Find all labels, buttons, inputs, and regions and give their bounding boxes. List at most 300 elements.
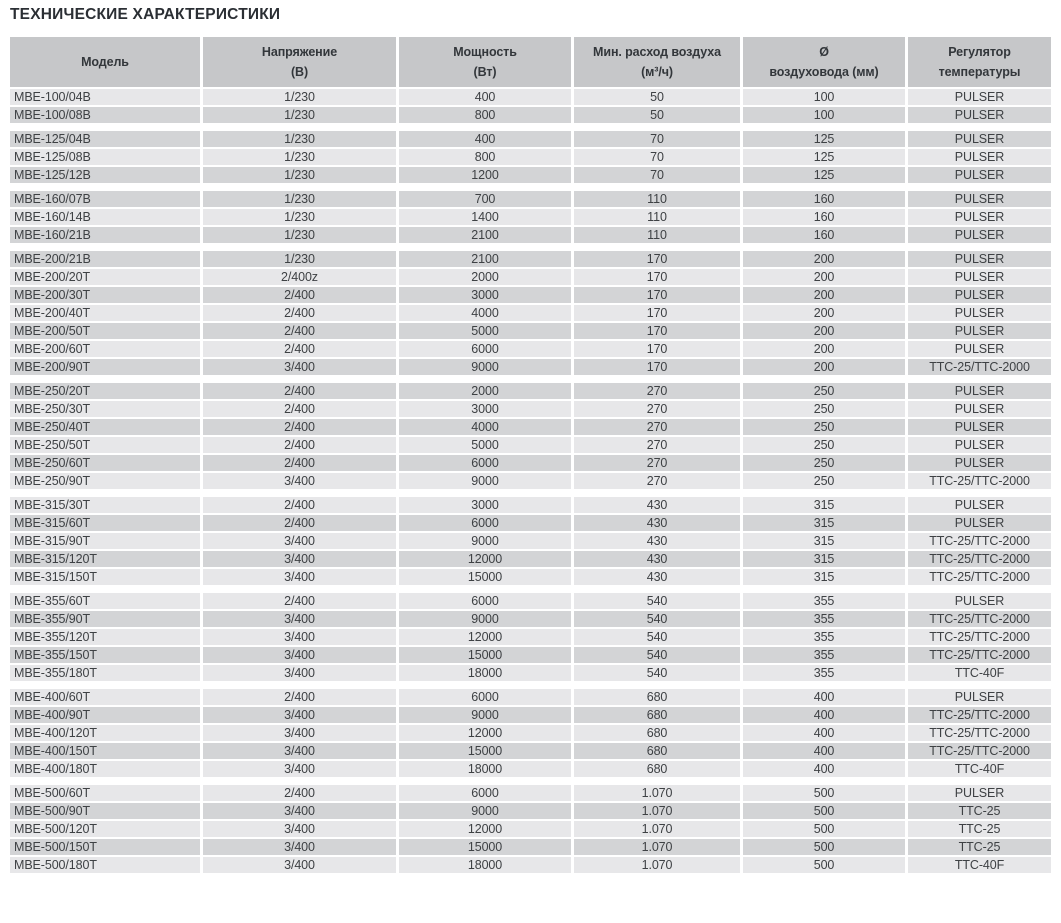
cell-voltage: 2/400	[203, 497, 396, 513]
table-row	[10, 515, 1051, 531]
cell-duct: 400	[743, 689, 905, 705]
group-separator	[10, 779, 1051, 783]
cell-regulator: PULSER	[908, 383, 1051, 399]
cell-voltage: 2/400	[203, 785, 396, 801]
column-header	[743, 37, 905, 87]
table-row	[10, 497, 1051, 513]
cell-model: MBE-200/60T	[10, 341, 200, 357]
cell-regulator: PULSER	[908, 305, 1051, 321]
cell-power: 9000	[399, 533, 571, 549]
table-row	[10, 707, 1051, 723]
table-body	[10, 89, 1051, 873]
cell-regulator: PULSER	[908, 227, 1051, 243]
cell-model: MBE-355/60T	[10, 593, 200, 609]
cell-duct: 400	[743, 761, 905, 777]
cell-power: 400	[399, 131, 571, 147]
cell-duct: 400	[743, 725, 905, 741]
cell-airflow: 170	[574, 287, 740, 303]
cell-power: 5000	[399, 323, 571, 339]
cell-regulator: TTC-25/TTC-2000	[908, 533, 1051, 549]
table-row	[10, 209, 1051, 225]
cell-power: 9000	[399, 359, 571, 375]
cell-regulator: PULSER	[908, 515, 1051, 531]
column-header-line1: Напряжение	[261, 44, 338, 59]
cell-duct: 160	[743, 191, 905, 207]
cell-airflow: 1.070	[574, 839, 740, 855]
table-row	[10, 341, 1051, 357]
table-row	[10, 191, 1051, 207]
cell-duct: 125	[743, 167, 905, 183]
cell-regulator: PULSER	[908, 593, 1051, 609]
cell-model: MBE-355/180T	[10, 665, 200, 681]
cell-regulator: TTC-40F	[908, 857, 1051, 873]
cell-voltage: 2/400	[203, 341, 396, 357]
table-row	[10, 821, 1051, 837]
cell-airflow: 110	[574, 209, 740, 225]
column-header-line1: Мощность	[453, 44, 517, 59]
cell-model: MBE-315/150T	[10, 569, 200, 585]
group-separator	[10, 491, 1051, 495]
cell-voltage: 2/400	[203, 515, 396, 531]
cell-regulator: TTC-25	[908, 839, 1051, 855]
cell-model: MBE-250/30T	[10, 401, 200, 417]
cell-voltage: 1/230	[203, 227, 396, 243]
cell-voltage: 1/230	[203, 149, 396, 165]
cell-duct: 400	[743, 707, 905, 723]
table-row	[10, 569, 1051, 585]
table-row	[10, 665, 1051, 681]
table-row	[10, 551, 1051, 567]
cell-voltage: 2/400	[203, 287, 396, 303]
cell-duct: 250	[743, 419, 905, 435]
cell-duct: 200	[743, 269, 905, 285]
cell-power: 15000	[399, 647, 571, 663]
group-separator	[10, 683, 1051, 687]
cell-power: 4000	[399, 419, 571, 435]
cell-power: 6000	[399, 341, 571, 357]
cell-regulator: PULSER	[908, 89, 1051, 105]
table-row	[10, 629, 1051, 645]
cell-regulator: PULSER	[908, 191, 1051, 207]
table-row	[10, 725, 1051, 741]
cell-regulator: TTC-25/TTC-2000	[908, 611, 1051, 627]
table-row	[10, 305, 1051, 321]
cell-voltage: 3/400	[203, 839, 396, 855]
table-row	[10, 593, 1051, 609]
cell-voltage: 2/400	[203, 383, 396, 399]
cell-power: 12000	[399, 725, 571, 741]
column-header-line2: воздуховода (мм)	[769, 64, 879, 79]
table-row	[10, 149, 1051, 165]
cell-duct: 355	[743, 611, 905, 627]
cell-model: MBE-250/40T	[10, 419, 200, 435]
cell-airflow: 50	[574, 89, 740, 105]
cell-duct: 200	[743, 359, 905, 375]
cell-duct: 125	[743, 149, 905, 165]
cell-power: 15000	[399, 839, 571, 855]
cell-airflow: 430	[574, 569, 740, 585]
column-header	[203, 37, 396, 87]
group-separator	[10, 125, 1051, 129]
cell-model: MBE-160/14B	[10, 209, 200, 225]
cell-airflow: 680	[574, 743, 740, 759]
cell-power: 12000	[399, 821, 571, 837]
cell-power: 800	[399, 149, 571, 165]
cell-voltage: 1/230	[203, 107, 396, 123]
group-separator	[10, 587, 1051, 591]
cell-power: 400	[399, 89, 571, 105]
cell-duct: 315	[743, 497, 905, 513]
cell-regulator: PULSER	[908, 401, 1051, 417]
group-separator	[10, 377, 1051, 381]
cell-power: 800	[399, 107, 571, 123]
table-row	[10, 167, 1051, 183]
cell-duct: 500	[743, 803, 905, 819]
cell-duct: 315	[743, 515, 905, 531]
cell-regulator: PULSER	[908, 497, 1051, 513]
cell-airflow: 270	[574, 455, 740, 471]
cell-power: 18000	[399, 665, 571, 681]
cell-duct: 400	[743, 743, 905, 759]
cell-model: MBE-250/90T	[10, 473, 200, 489]
cell-airflow: 70	[574, 131, 740, 147]
cell-duct: 160	[743, 209, 905, 225]
cell-duct: 100	[743, 107, 905, 123]
cell-duct: 160	[743, 227, 905, 243]
cell-power: 3000	[399, 401, 571, 417]
cell-airflow: 170	[574, 305, 740, 321]
page-title: ТЕХНИЧЕСКИЕ ХАРАКТЕРИСТИКИ	[10, 6, 281, 23]
cell-airflow: 170	[574, 251, 740, 267]
table-row	[10, 689, 1051, 705]
table-row	[10, 419, 1051, 435]
cell-voltage: 2/400	[203, 437, 396, 453]
cell-regulator: TTC-25/TTC-2000	[908, 707, 1051, 723]
cell-duct: 250	[743, 473, 905, 489]
cell-voltage: 3/400	[203, 629, 396, 645]
cell-airflow: 430	[574, 515, 740, 531]
cell-airflow: 680	[574, 707, 740, 723]
cell-regulator: TTC-25/TTC-2000	[908, 629, 1051, 645]
cell-model: MBE-500/90T	[10, 803, 200, 819]
cell-power: 2100	[399, 227, 571, 243]
cell-power: 1400	[399, 209, 571, 225]
cell-model: MBE-100/04B	[10, 89, 200, 105]
cell-airflow: 680	[574, 761, 740, 777]
cell-voltage: 3/400	[203, 647, 396, 663]
cell-voltage: 3/400	[203, 857, 396, 873]
cell-power: 1200	[399, 167, 571, 183]
cell-airflow: 170	[574, 323, 740, 339]
cell-model: MBE-125/12B	[10, 167, 200, 183]
cell-voltage: 1/230	[203, 131, 396, 147]
cell-duct: 355	[743, 647, 905, 663]
cell-model: MBE-500/60T	[10, 785, 200, 801]
cell-airflow: 540	[574, 647, 740, 663]
cell-airflow: 680	[574, 725, 740, 741]
cell-regulator: TTC-25	[908, 821, 1051, 837]
cell-duct: 125	[743, 131, 905, 147]
cell-voltage: 2/400	[203, 323, 396, 339]
cell-voltage: 1/230	[203, 89, 396, 105]
cell-regulator: TTC-40F	[908, 665, 1051, 681]
cell-regulator: PULSER	[908, 107, 1051, 123]
cell-duct: 315	[743, 551, 905, 567]
cell-duct: 315	[743, 569, 905, 585]
cell-airflow: 540	[574, 665, 740, 681]
column-header	[399, 37, 571, 87]
cell-power: 2000	[399, 383, 571, 399]
group-separator	[10, 245, 1051, 249]
table-row	[10, 269, 1051, 285]
column-header-line1: Модель	[81, 54, 129, 69]
cell-regulator: TTC-25/TTC-2000	[908, 725, 1051, 741]
cell-model: MBE-125/08B	[10, 149, 200, 165]
column-header-line1: Мин. расход воздуха	[593, 44, 721, 59]
cell-duct: 355	[743, 593, 905, 609]
table-row	[10, 803, 1051, 819]
cell-power: 15000	[399, 743, 571, 759]
cell-voltage: 3/400	[203, 359, 396, 375]
table-header-row	[10, 37, 1051, 87]
cell-model: MBE-315/120T	[10, 551, 200, 567]
cell-airflow: 70	[574, 167, 740, 183]
cell-airflow: 430	[574, 533, 740, 549]
cell-model: MBE-200/90T	[10, 359, 200, 375]
table-row	[10, 287, 1051, 303]
table-row	[10, 743, 1051, 759]
cell-regulator: PULSER	[908, 131, 1051, 147]
cell-model: MBE-160/07B	[10, 191, 200, 207]
column-header	[10, 37, 200, 87]
cell-regulator: PULSER	[908, 785, 1051, 801]
cell-regulator: TTC-40F	[908, 761, 1051, 777]
cell-regulator: PULSER	[908, 341, 1051, 357]
cell-model: MBE-100/08B	[10, 107, 200, 123]
table-row	[10, 359, 1051, 375]
cell-model: MBE-125/04B	[10, 131, 200, 147]
column-header-line2: (Вт)	[473, 64, 497, 79]
cell-duct: 200	[743, 287, 905, 303]
cell-regulator: PULSER	[908, 209, 1051, 225]
cell-airflow: 110	[574, 191, 740, 207]
cell-power: 6000	[399, 455, 571, 471]
cell-voltage: 1/230	[203, 209, 396, 225]
cell-power: 6000	[399, 689, 571, 705]
cell-duct: 500	[743, 785, 905, 801]
table-row	[10, 455, 1051, 471]
cell-model: MBE-315/60T	[10, 515, 200, 531]
cell-duct: 200	[743, 323, 905, 339]
cell-power: 9000	[399, 611, 571, 627]
cell-regulator: PULSER	[908, 437, 1051, 453]
column-header	[908, 37, 1051, 87]
cell-model: MBE-400/90T	[10, 707, 200, 723]
cell-power: 6000	[399, 593, 571, 609]
table-row	[10, 533, 1051, 549]
cell-airflow: 170	[574, 341, 740, 357]
cell-power: 15000	[399, 569, 571, 585]
cell-voltage: 3/400	[203, 665, 396, 681]
cell-airflow: 50	[574, 107, 740, 123]
cell-regulator: TTC-25/TTC-2000	[908, 359, 1051, 375]
cell-model: MBE-200/50T	[10, 323, 200, 339]
cell-voltage: 3/400	[203, 707, 396, 723]
cell-voltage: 1/230	[203, 251, 396, 267]
cell-voltage: 3/400	[203, 761, 396, 777]
table-row	[10, 611, 1051, 627]
cell-regulator: PULSER	[908, 287, 1051, 303]
cell-model: MBE-250/60T	[10, 455, 200, 471]
cell-model: MBE-160/21B	[10, 227, 200, 243]
cell-voltage: 2/400	[203, 455, 396, 471]
group-separator	[10, 185, 1051, 189]
column-header-line1: Ø	[819, 44, 829, 59]
cell-power: 2100	[399, 251, 571, 267]
cell-duct: 250	[743, 383, 905, 399]
cell-power: 18000	[399, 857, 571, 873]
cell-airflow: 270	[574, 383, 740, 399]
cell-model: MBE-400/120T	[10, 725, 200, 741]
cell-power: 12000	[399, 629, 571, 645]
column-header	[574, 37, 740, 87]
cell-regulator: PULSER	[908, 455, 1051, 471]
cell-model: MBE-355/90T	[10, 611, 200, 627]
cell-airflow: 1.070	[574, 857, 740, 873]
cell-power: 9000	[399, 473, 571, 489]
cell-airflow: 1.070	[574, 803, 740, 819]
cell-airflow: 270	[574, 437, 740, 453]
cell-duct: 200	[743, 251, 905, 267]
cell-regulator: PULSER	[908, 251, 1051, 267]
specs-table	[10, 37, 1051, 873]
table-row	[10, 647, 1051, 663]
cell-voltage: 2/400z	[203, 269, 396, 285]
table-row	[10, 761, 1051, 777]
cell-duct: 500	[743, 821, 905, 837]
cell-duct: 250	[743, 437, 905, 453]
cell-voltage: 3/400	[203, 551, 396, 567]
cell-model: MBE-355/120T	[10, 629, 200, 645]
cell-duct: 250	[743, 455, 905, 471]
cell-duct: 315	[743, 533, 905, 549]
cell-regulator: PULSER	[908, 419, 1051, 435]
cell-voltage: 2/400	[203, 419, 396, 435]
cell-duct: 200	[743, 305, 905, 321]
table-row	[10, 107, 1051, 123]
cell-power: 6000	[399, 515, 571, 531]
cell-model: MBE-500/150T	[10, 839, 200, 855]
cell-model: MBE-200/40T	[10, 305, 200, 321]
cell-model: MBE-400/180T	[10, 761, 200, 777]
cell-regulator: TTC-25/TTC-2000	[908, 473, 1051, 489]
table-row	[10, 857, 1051, 873]
cell-voltage: 3/400	[203, 743, 396, 759]
cell-model: MBE-315/30T	[10, 497, 200, 513]
cell-airflow: 270	[574, 473, 740, 489]
cell-regulator: TTC-25/TTC-2000	[908, 743, 1051, 759]
cell-power: 3000	[399, 287, 571, 303]
cell-power: 9000	[399, 707, 571, 723]
cell-regulator: TTC-25/TTC-2000	[908, 569, 1051, 585]
cell-voltage: 1/230	[203, 191, 396, 207]
cell-power: 4000	[399, 305, 571, 321]
cell-duct: 355	[743, 665, 905, 681]
cell-power: 5000	[399, 437, 571, 453]
column-header-line2: (м³/ч)	[641, 64, 673, 79]
cell-voltage: 3/400	[203, 569, 396, 585]
cell-airflow: 430	[574, 551, 740, 567]
cell-voltage: 2/400	[203, 401, 396, 417]
table-row	[10, 401, 1051, 417]
cell-power: 6000	[399, 785, 571, 801]
table-row	[10, 131, 1051, 147]
table-row	[10, 785, 1051, 801]
cell-airflow: 170	[574, 269, 740, 285]
column-header-line1: Регулятор	[948, 44, 1011, 59]
cell-airflow: 1.070	[574, 785, 740, 801]
cell-voltage: 1/230	[203, 167, 396, 183]
cell-duct: 355	[743, 629, 905, 645]
table-row	[10, 323, 1051, 339]
cell-power: 700	[399, 191, 571, 207]
table-row	[10, 383, 1051, 399]
cell-voltage: 3/400	[203, 533, 396, 549]
cell-airflow: 110	[574, 227, 740, 243]
cell-duct: 500	[743, 857, 905, 873]
table-row	[10, 437, 1051, 453]
cell-voltage: 2/400	[203, 305, 396, 321]
cell-duct: 200	[743, 341, 905, 357]
cell-model: MBE-315/90T	[10, 533, 200, 549]
cell-power: 9000	[399, 803, 571, 819]
cell-power: 18000	[399, 761, 571, 777]
cell-regulator: TTC-25/TTC-2000	[908, 647, 1051, 663]
cell-airflow: 540	[574, 629, 740, 645]
cell-airflow: 430	[574, 497, 740, 513]
cell-voltage: 3/400	[203, 803, 396, 819]
cell-duct: 100	[743, 89, 905, 105]
cell-power: 2000	[399, 269, 571, 285]
cell-model: MBE-200/30T	[10, 287, 200, 303]
cell-regulator: PULSER	[908, 167, 1051, 183]
column-header-line2: температуры	[938, 64, 1021, 79]
table-row	[10, 839, 1051, 855]
cell-regulator: TTC-25	[908, 803, 1051, 819]
cell-duct: 500	[743, 839, 905, 855]
cell-power: 3000	[399, 497, 571, 513]
cell-regulator: PULSER	[908, 269, 1051, 285]
cell-airflow: 170	[574, 359, 740, 375]
cell-voltage: 3/400	[203, 473, 396, 489]
table-row	[10, 227, 1051, 243]
cell-model: MBE-500/120T	[10, 821, 200, 837]
cell-regulator: PULSER	[908, 323, 1051, 339]
cell-model: MBE-200/21B	[10, 251, 200, 267]
cell-regulator: PULSER	[908, 689, 1051, 705]
cell-voltage: 3/400	[203, 725, 396, 741]
cell-model: MBE-500/180T	[10, 857, 200, 873]
table-row	[10, 89, 1051, 105]
column-header-line2: (В)	[290, 64, 309, 79]
table-row	[10, 473, 1051, 489]
cell-airflow: 270	[574, 419, 740, 435]
cell-voltage: 3/400	[203, 611, 396, 627]
table-row	[10, 251, 1051, 267]
cell-airflow: 1.070	[574, 821, 740, 837]
cell-model: MBE-400/150T	[10, 743, 200, 759]
cell-voltage: 2/400	[203, 689, 396, 705]
